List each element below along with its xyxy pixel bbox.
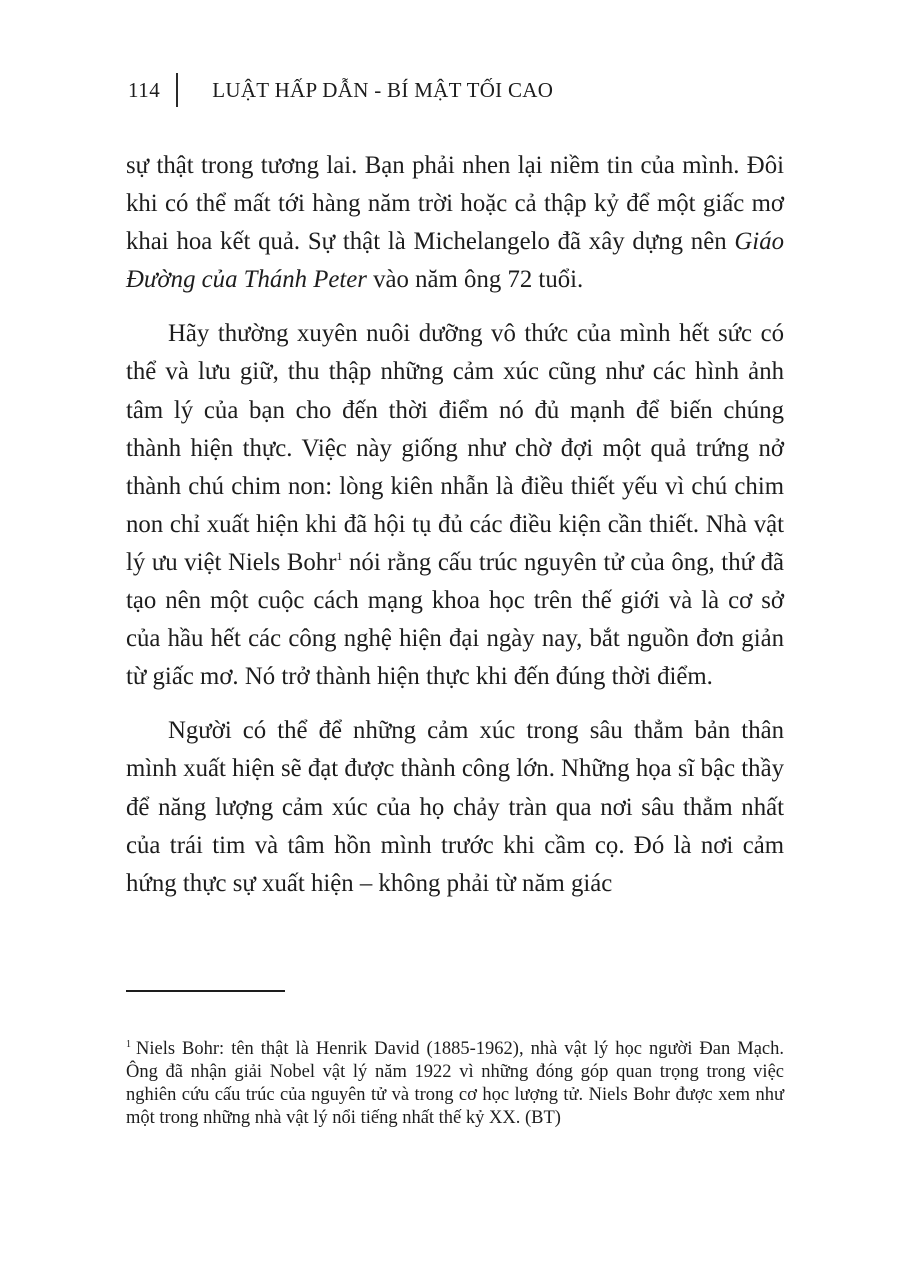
page-header xyxy=(128,72,553,108)
paragraph-1-text: sự thật trong tương lai. Bạn phải nhen lại niềm tin của mình. Đôi khi có thể mất tới hàng năm trời hoặc cả thập kỷ để một giấc mơ khai hoa kết quả. Sự thật là Michelangelo đã xây dựng nên xyxy=(126,152,784,256)
footnote-text: Niels Bohr: tên thật là Henrik David (1885-1962), nhà vật lý học người Đan Mạch. Ông đã nhận giải Nobel vật lý năm 1922 vì những đóng góp quan trọng trong việc nghiên cứu cấu trúc của nguyên tử và trong cơ học lượng tử. Niels Bohr được xem như một trong những nhà vật lý nổi tiếng nhất thế kỷ XX. (BT) xyxy=(126,1039,784,1128)
footnote xyxy=(126,1038,784,1130)
paragraph-1 xyxy=(126,147,784,299)
paragraph-2-text: Hãy thường xuyên nuôi dưỡng vô thức của mình hết sức có thể và lưu giữ, thu thập những cảm xúc cũng như các hình ảnh tâm lý của bạn cho đến thời điểm nó đủ mạnh để biến chúng thành hiện thực. Việc này giống như chờ đợi một quả trứng nở thành chú chim non: lòng kiên nhẫn là điều thiết yếu vì chú chim non chỉ xuất hiện khi đã hội tụ đủ các điều kiện cần thiết. Nhà vật lý ưu việt Niels Bohr xyxy=(126,320,784,576)
paragraph-2 xyxy=(126,315,784,696)
page-number: 114 xyxy=(128,77,161,102)
footnote-divider xyxy=(126,990,285,992)
footnote-reference[interactable]: 1 xyxy=(336,548,343,563)
book-title-italic: Giáo Đường của Thánh Peter xyxy=(126,228,784,294)
footnote-mark: 1 xyxy=(126,1039,131,1050)
header-divider xyxy=(176,73,178,107)
body-text xyxy=(126,147,784,919)
paragraph-1-text-end: vào năm ông 72 tuổi. xyxy=(366,266,584,294)
paragraph-3 xyxy=(126,712,784,902)
running-title: LUẬT HẤP DẪN - BÍ MẬT TỐI CAO xyxy=(212,77,554,102)
paragraph-3-text: Người có thể để những cảm xúc trong sâu thẳm bản thân mình xuất hiện sẽ đạt được thành công lớn. Những họa sĩ bậc thầy để năng lượng cảm xúc của họ chảy tràn qua nơi sâu thẳm nhất của trái tim và tâm hồn mình trước khi cầm cọ. Đó là nơi cảm hứng thực sự xuất hiện – không phải từ năm giác xyxy=(126,717,784,897)
paragraph-2-text-end: nói rằng cấu trúc nguyên tử của ông, thứ đã tạo nên một cuộc cách mạng khoa học trên thế giới và là cơ sở của hầu hết các công nghệ hiện đại ngày nay, bắt nguồn đơn giản từ giấc mơ. Nó trở thành hiện thực khi đến đúng thời điểm. xyxy=(126,548,784,691)
